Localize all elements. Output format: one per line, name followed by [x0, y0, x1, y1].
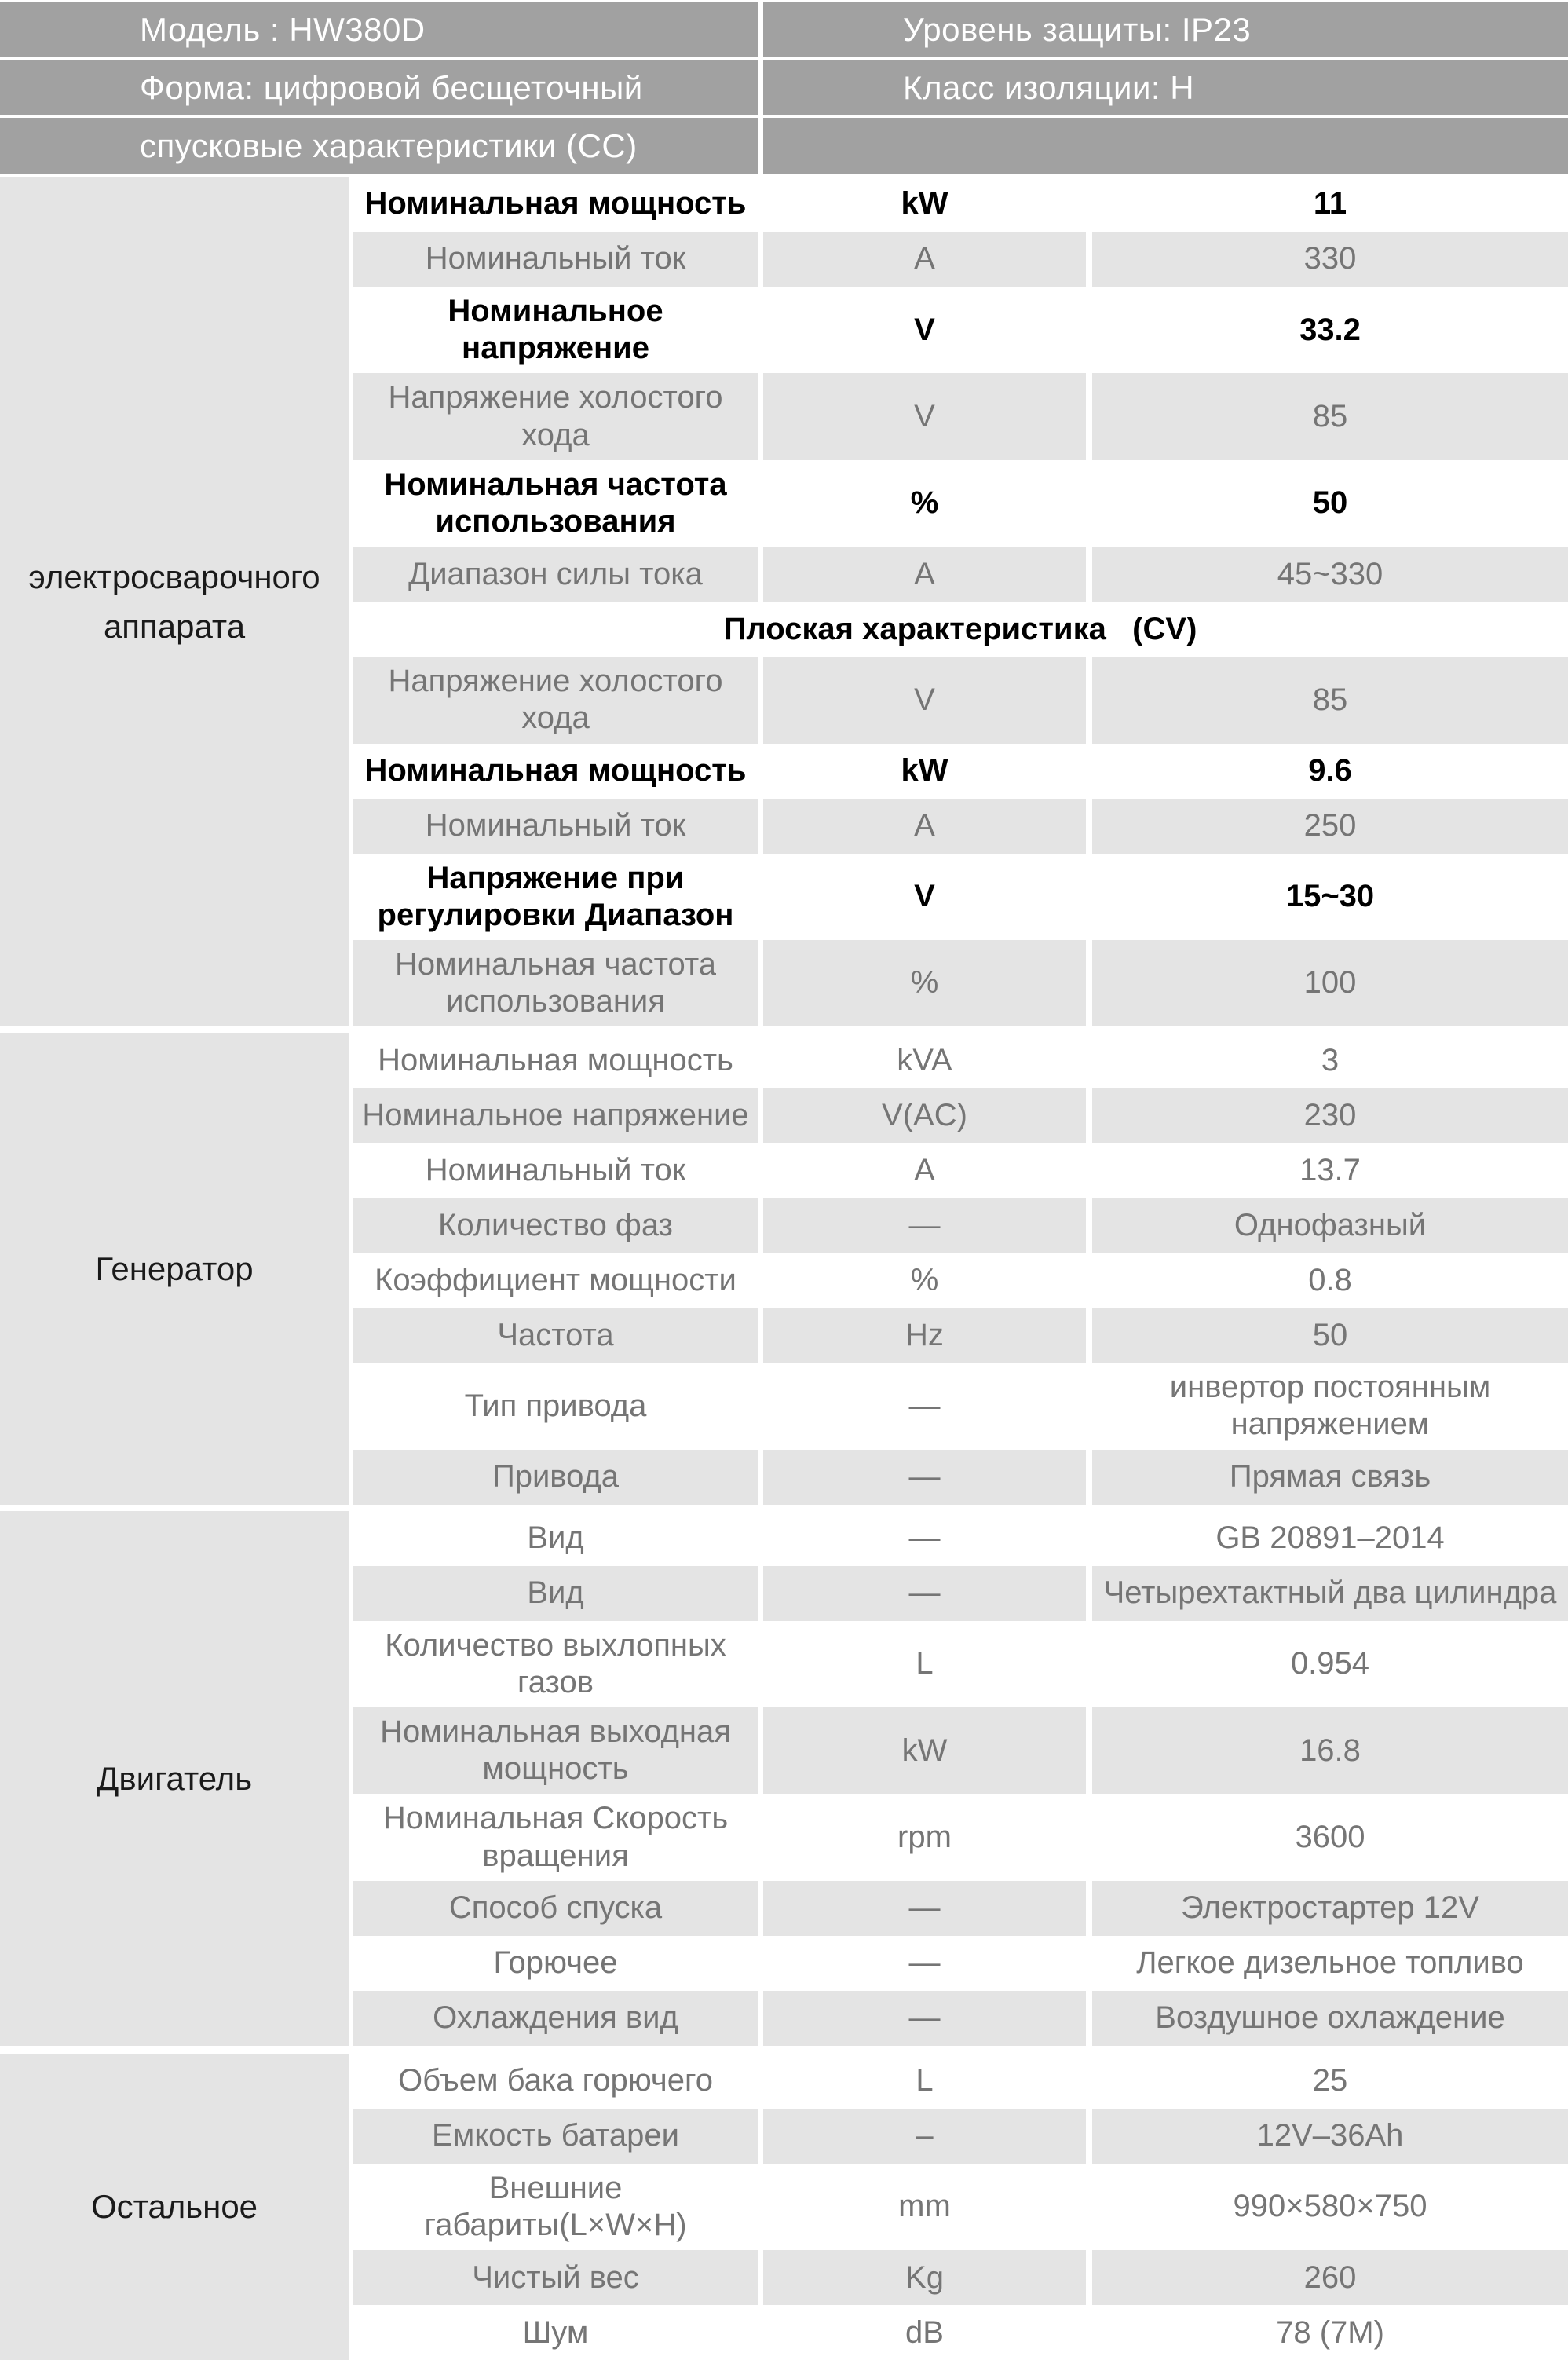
value-cell: 16.8 [1092, 1707, 1568, 1794]
spec-row [353, 1707, 1568, 1794]
param-name-cell: Количество выхлопных газов [353, 1621, 758, 1707]
value-cell: 230 [1092, 1088, 1568, 1143]
spec-row [353, 1991, 1568, 2046]
column-gap [1086, 1794, 1092, 1880]
unit-cell: mm [763, 2164, 1086, 2250]
param-name-cell: Номинальное напряжение [353, 1088, 758, 1143]
spec-row [353, 287, 1568, 373]
param-name-cell: Напряжение холостого хода [353, 657, 758, 743]
spec-section [0, 2054, 1568, 2360]
column-gap [1086, 1881, 1092, 1936]
unit-cell: — [763, 1511, 1086, 1566]
param-name-cell: Номинальный ток [353, 232, 758, 287]
column-gap [1086, 940, 1092, 1026]
param-name-cell: Номинальная частота использования [353, 460, 758, 547]
spec-row [353, 2164, 1568, 2250]
param-name-cell: Привода [353, 1450, 758, 1505]
param-name-cell: Тип привода [353, 1363, 758, 1449]
column-gap [1086, 1621, 1092, 1707]
param-name-cell: Внешние габариты(L×W×H) [353, 2164, 758, 2250]
value-cell: 0.8 [1092, 1253, 1568, 1308]
section-label: электросварочного аппарата [0, 177, 349, 1026]
value-cell: 85 [1092, 657, 1568, 743]
unit-cell: — [763, 1450, 1086, 1505]
value-cell: GB 20891–2014 [1092, 1511, 1568, 1566]
value-cell: 3 [1092, 1033, 1568, 1088]
param-name-cell: Шум [353, 2305, 758, 2360]
value-cell: 0.954 [1092, 1621, 1568, 1707]
param-name-cell: Емкость батареи [353, 2109, 758, 2164]
spec-row [353, 1363, 1568, 1449]
unit-cell: A [763, 799, 1086, 854]
column-gap [1086, 744, 1092, 799]
unit-cell: — [763, 1198, 1086, 1253]
value-cell: Воздушное охлаждение [1092, 1991, 1568, 2046]
value-cell: инвертор постоянным напряжением [1092, 1363, 1568, 1449]
section-rows [353, 1511, 1568, 2046]
empty-header-cell [763, 118, 1568, 174]
column-gap [1086, 1991, 1092, 2046]
value-cell: 50 [1092, 460, 1568, 547]
param-name-cell: Номинальная мощность [353, 744, 758, 799]
column-gap [1086, 1253, 1092, 1308]
param-name-cell: Коэффициент мощности [353, 1253, 758, 1308]
param-name-cell: Напряжение холостого хода [353, 373, 758, 459]
unit-cell: kW [763, 744, 1086, 799]
spec-row [353, 547, 1568, 602]
column-gap [1086, 1088, 1092, 1143]
param-name-cell: Номинальная частота использования [353, 940, 758, 1026]
value-cell: 13.7 [1092, 1143, 1568, 1198]
unit-cell: % [763, 460, 1086, 547]
spec-row [353, 2054, 1568, 2109]
column-gap [1086, 2305, 1092, 2360]
param-name-cell: Горючее [353, 1936, 758, 1991]
spec-row [353, 1143, 1568, 1198]
merged-value-cell: Плоская характеристика (CV) [353, 602, 1568, 657]
param-name-cell: Номинальная выходная мощность [353, 1707, 758, 1794]
column-gap [1086, 1143, 1092, 1198]
column-gap [1086, 1450, 1092, 1505]
unit-cell: — [763, 1363, 1086, 1449]
unit-cell: kW [763, 1707, 1086, 1794]
spec-row [353, 177, 1568, 232]
form-header-cell: Форма: цифровой бесщеточный [0, 60, 758, 115]
value-cell: Однофазный [1092, 1198, 1568, 1253]
value-cell: Электростартер 12V [1092, 1881, 1568, 1936]
unit-cell: % [763, 1253, 1086, 1308]
spec-section [0, 1511, 1568, 2046]
unit-cell: A [763, 1143, 1086, 1198]
unit-cell: L [763, 2054, 1086, 2109]
param-name-cell: Номинальная мощность [353, 1033, 758, 1088]
unit-cell: V [763, 373, 1086, 459]
column-gap [1086, 232, 1092, 287]
spec-row [353, 2250, 1568, 2305]
column-gap [1086, 2054, 1092, 2109]
value-cell: 85 [1092, 373, 1568, 459]
column-gap [1086, 1566, 1092, 1621]
spec-row-merged [353, 602, 1568, 657]
param-name-cell: Объем бака горючего [353, 2054, 758, 2109]
param-name-cell: Номинальный ток [353, 1143, 758, 1198]
unit-cell: — [763, 1566, 1086, 1621]
unit-cell: V(AC) [763, 1088, 1086, 1143]
unit-cell: V [763, 287, 1086, 373]
unit-cell: dB [763, 2305, 1086, 2360]
section-label: Генератор [0, 1033, 349, 1504]
section-rows [353, 177, 1568, 1026]
value-cell: Прямая связь [1092, 1450, 1568, 1505]
spec-section [0, 177, 1568, 1026]
spec-row [353, 1253, 1568, 1308]
spec-row [353, 940, 1568, 1026]
protection-level-header-cell: Уровень защиты: IP23 [763, 2, 1568, 57]
unit-cell: % [763, 940, 1086, 1026]
value-cell: 11 [1092, 177, 1568, 232]
column-gap [1086, 1511, 1092, 1566]
param-name-cell: Диапазон силы тока [353, 547, 758, 602]
column-gap [1086, 1033, 1092, 1088]
header-row [0, 2, 1568, 57]
value-cell: 990×580×750 [1092, 2164, 1568, 2250]
spec-row [353, 1621, 1568, 1707]
column-gap [1086, 177, 1092, 232]
param-name-cell: Количество фаз [353, 1198, 758, 1253]
insulation-class-header-cell: Класс изоляции: H [763, 60, 1568, 115]
column-gap [1086, 1198, 1092, 1253]
spec-row [353, 657, 1568, 743]
unit-cell: Hz [763, 1308, 1086, 1363]
section-label: Двигатель [0, 1511, 349, 2046]
column-gap [1086, 799, 1092, 854]
param-name-cell: Вид [353, 1511, 758, 1566]
spec-row [353, 232, 1568, 287]
value-cell: 33.2 [1092, 287, 1568, 373]
unit-cell: L [763, 1621, 1086, 1707]
unit-cell: — [763, 1881, 1086, 1936]
value-cell: 78 (7M) [1092, 2305, 1568, 2360]
param-name-cell: Номинальная Скорость вращения [353, 1794, 758, 1880]
unit-cell: kVA [763, 1033, 1086, 1088]
value-cell: 50 [1092, 1308, 1568, 1363]
value-cell: 25 [1092, 2054, 1568, 2109]
column-gap [1086, 2250, 1092, 2305]
value-cell: 100 [1092, 940, 1568, 1026]
value-cell: 250 [1092, 799, 1568, 854]
value-cell: 45~330 [1092, 547, 1568, 602]
section-rows [353, 1033, 1568, 1504]
spec-row [353, 1511, 1568, 1566]
spec-row [353, 2305, 1568, 2360]
unit-cell: A [763, 547, 1086, 602]
spec-row [353, 744, 1568, 799]
param-name-cell: Номинальное напряжение [353, 287, 758, 373]
value-cell: 330 [1092, 232, 1568, 287]
column-gap [1086, 1707, 1092, 1794]
value-cell: 12V–36Ah [1092, 2109, 1568, 2164]
param-name-cell: Чистый вес [353, 2250, 758, 2305]
spec-row [353, 1033, 1568, 1088]
column-gap [1086, 1308, 1092, 1363]
unit-cell: — [763, 1991, 1086, 2046]
spec-row [353, 1450, 1568, 1505]
param-name-cell: Частота [353, 1308, 758, 1363]
spec-row [353, 854, 1568, 940]
header-row [0, 60, 1568, 115]
column-gap [1086, 373, 1092, 459]
column-gap [1086, 1936, 1092, 1991]
unit-cell: — [763, 1936, 1086, 1991]
spec-row [353, 799, 1568, 854]
column-gap [1086, 854, 1092, 940]
spec-section [0, 1033, 1568, 1504]
value-cell: 3600 [1092, 1794, 1568, 1880]
column-gap [1086, 2164, 1092, 2250]
value-cell: Четырехтактный два цилиндра [1092, 1566, 1568, 1621]
value-cell: 260 [1092, 2250, 1568, 2305]
unit-cell: rpm [763, 1794, 1086, 1880]
spec-row [353, 1794, 1568, 1880]
spec-header [0, 2, 1568, 174]
unit-cell: V [763, 657, 1086, 743]
param-name-cell: Способ спуска [353, 1881, 758, 1936]
unit-cell: kW [763, 177, 1086, 232]
param-name-cell: Номинальная мощность [353, 177, 758, 232]
column-gap [1086, 460, 1092, 547]
unit-cell: A [763, 232, 1086, 287]
spec-row [353, 1198, 1568, 1253]
value-cell: 15~30 [1092, 854, 1568, 940]
header-row [0, 118, 1568, 174]
section-rows [353, 2054, 1568, 2360]
column-gap [1086, 1363, 1092, 1449]
spec-row [353, 1566, 1568, 1621]
model-header-cell: Модель : HW380D [0, 2, 758, 57]
spec-row [353, 1088, 1568, 1143]
column-gap [1086, 657, 1092, 743]
param-name-cell: Охлаждения вид [353, 1991, 758, 2046]
section-label: Остальное [0, 2054, 349, 2360]
unit-cell: – [763, 2109, 1086, 2164]
unit-cell: Kg [763, 2250, 1086, 2305]
characteristics-header-cell: спусковые характеристики (CC) [0, 118, 758, 174]
column-gap [1086, 2109, 1092, 2164]
spec-table [0, 177, 1568, 2360]
param-name-cell: Номинальный ток [353, 799, 758, 854]
spec-row [353, 373, 1568, 459]
column-gap [1086, 287, 1092, 373]
param-name-cell: Напряжение при регулировки Диапазон [353, 854, 758, 940]
value-cell: Легкое дизельное топливо [1092, 1936, 1568, 1991]
column-gap [1086, 547, 1092, 602]
spec-row [353, 1881, 1568, 1936]
spec-row [353, 460, 1568, 547]
param-name-cell: Вид [353, 1566, 758, 1621]
spec-row [353, 1308, 1568, 1363]
value-cell: 9.6 [1092, 744, 1568, 799]
spec-row [353, 2109, 1568, 2164]
unit-cell: V [763, 854, 1086, 940]
spec-row [353, 1936, 1568, 1991]
